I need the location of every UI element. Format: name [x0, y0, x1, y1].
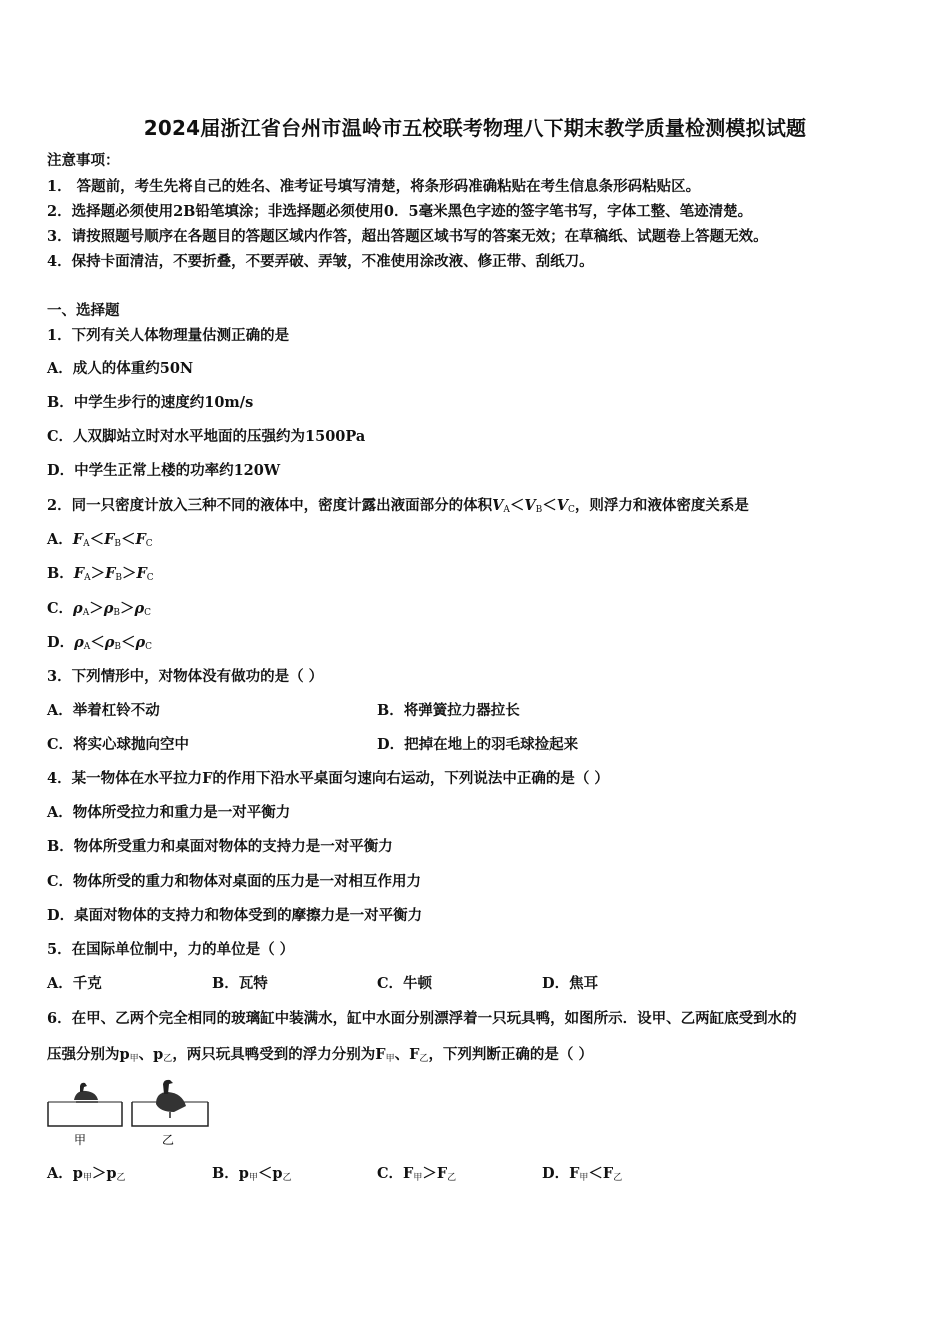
q5-option-d: D．焦耳: [542, 975, 599, 992]
tank-jia: [48, 1102, 122, 1126]
q2-option-b: B．$F_A>F_B>F_C$: [47, 565, 154, 583]
q2-option-d: D．$\rho_A<\rho_B<\rho_C$: [47, 634, 153, 652]
q2-option-a: A．$F_A<F_B<F_C$: [47, 531, 153, 549]
notice-heading: 注意事项：: [47, 152, 120, 169]
q3-option-b: B．将弹簧拉力器拉长: [377, 702, 520, 719]
q4-stem: 4．某一物体在水平拉力F的作用下沿水平桌面匀速向右运动，下列说法中正确的是（ ）: [47, 770, 609, 787]
q1-option-b: B．中学生步行的速度约10m/s: [47, 394, 254, 411]
q5-option-b: B．瓦特: [212, 975, 268, 992]
notice-item: 1． 答题前，考生先将自己的姓名、准考证号填写清楚，将条形码准确粘贴在考生信息条形码粘贴区。: [47, 178, 701, 195]
q4-option-c: C．物体所受的重力和物体对桌面的压力是一对相互作用力: [47, 873, 422, 890]
q5-stem: 5．在国际单位制中，力的单位是（ ）: [47, 941, 295, 958]
q3-option-a: A．举着杠铃不动: [47, 702, 160, 719]
q6-option-b: B．$p_甲<p_乙$: [212, 1165, 292, 1183]
q5-option-a: A．千克: [47, 975, 102, 992]
q3-option-c: C．将实心球抛向空中: [47, 736, 190, 753]
q1-option-d: D．中学生正常上楼的功率约120W: [47, 462, 281, 479]
duck-jia-icon: [74, 1083, 98, 1102]
q5-option-c: C．牛顿: [377, 975, 433, 992]
q4-option-a: A．物体所受拉力和重力是一对平衡力: [47, 804, 291, 821]
notice-item: 4．保持卡面清洁，不要折叠，不要弄破、弄皱，不准使用涂改液、修正带、刮纸刀。: [47, 253, 594, 270]
q6-option-d: D．$F_甲<F_乙$: [542, 1165, 623, 1183]
q2-option-c: C．$\rho_A>\rho_B>\rho_C$: [47, 600, 152, 618]
q6-option-a: A．$p_甲>p_乙$: [47, 1165, 126, 1183]
notice-item: 2．选择题必须使用2B铅笔填涂；非选择题必须使用0．5毫米黑色字迹的签字笔书写，字体工整、笔迹清楚。: [47, 203, 753, 220]
q6-stem-line1: 6．在甲、乙两个完全相同的玻璃缸中装满水，缸中水面分别漂浮着一只玩具鸭，如图所示．设甲、乙两缸底受到水的: [47, 1010, 797, 1027]
fig-label-yi: 乙: [162, 1133, 175, 1147]
q1-stem: 1．下列有关人体物理量估测正确的是: [47, 327, 290, 344]
q6-stem-line2: 压强分别为$p_甲$、$p_乙$，两只玩具鸭受到的浮力分别为$F_甲$、$F_乙$，下列判断正确的是（ ）: [47, 1046, 593, 1064]
q2-stem: 2．同一只密度计放入三种不同的液体中，密度计露出液面部分的体积$V_A<V_B<V_C$，则浮力和液体密度关系是: [47, 497, 749, 515]
section-heading: 一、选择题: [47, 302, 120, 319]
duck-yi-icon: [156, 1080, 186, 1118]
fig-label-jia: 甲: [74, 1133, 87, 1147]
q3-option-d: D．把掉在地上的羽毛球捡起来: [377, 736, 579, 753]
page-title: 2024届浙江省台州市温岭市五校联考物理八下期末教学质量检测模拟试题: [143, 116, 807, 140]
notice-item: 3．请按照题号顺序在各题目的答题区域内作答，超出答题区域书写的答案无效；在草稿纸、试题卷上答题无效。: [47, 228, 768, 245]
q4-option-b: B．物体所受重力和桌面对物体的支持力是一对平衡力: [47, 838, 393, 855]
q1-option-c: C．人双脚站立时对水平地面的压强约为1500Pa: [47, 428, 366, 445]
q1-option-a: A．成人的体重约50N: [47, 360, 194, 377]
q3-stem: 3．下列情形中，对物体没有做功的是（ ）: [47, 668, 324, 685]
q4-option-d: D．桌面对物体的支持力和物体受到的摩擦力是一对平衡力: [47, 907, 423, 924]
q6-figure-tanks: [46, 1078, 216, 1150]
q6-option-c: C．$F_甲>F_乙$: [377, 1165, 457, 1183]
